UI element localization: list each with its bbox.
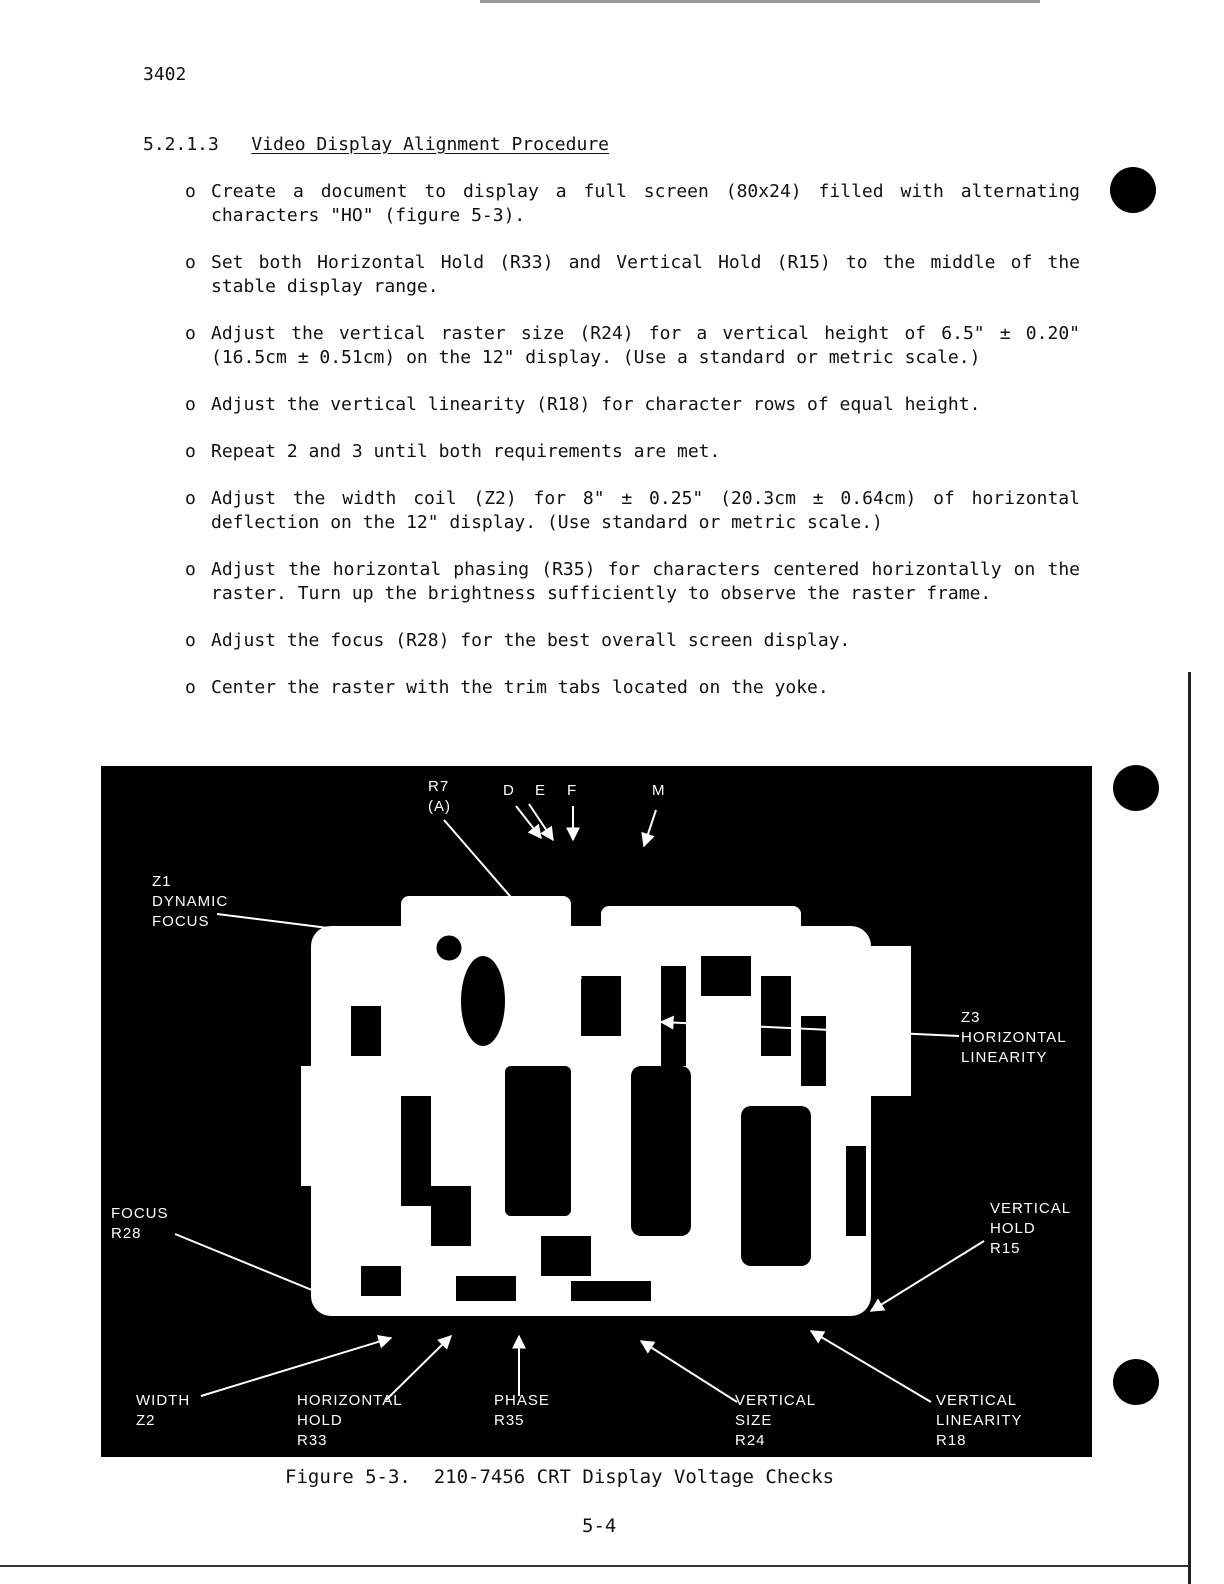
step-text: Adjust the horizontal phasing (R35) for characters centered horizontally on the raster. Turn up the brightness sufficiently to observe the raster frame. bbox=[211, 559, 1080, 604]
procedure-step bbox=[185, 251, 1080, 299]
procedure-step bbox=[185, 180, 1080, 228]
procedure-step bbox=[185, 440, 1080, 464]
section-number: 5.2.1.3 bbox=[143, 134, 219, 155]
step-text: Adjust the width coil (Z2) for 8" ± 0.25" (20.3cm ± 0.64cm) of horizontal deflection on the 12" display. (Use standard or metric scale.) bbox=[211, 488, 1080, 533]
step-bullet: o bbox=[185, 394, 196, 415]
step-bullet: o bbox=[185, 441, 196, 462]
callout-e: E bbox=[535, 782, 547, 799]
step-text: Create a document to display a full screen (80x24) filled with alternating characters "HO" (figure 5-3). bbox=[211, 181, 1080, 226]
document-number: 3402 bbox=[143, 64, 187, 85]
callout-r7: R7 (A) bbox=[428, 778, 451, 815]
procedure-step bbox=[185, 676, 1080, 700]
callout-phase-r35: PHASE R35 bbox=[494, 1392, 550, 1429]
step-bullet: o bbox=[185, 559, 196, 580]
step-bullet: o bbox=[185, 488, 196, 509]
binder-hole-top bbox=[1110, 167, 1156, 213]
callout-vertical-linearity-r18: VERTICAL LINEARITY R18 bbox=[936, 1392, 1023, 1449]
step-bullet: o bbox=[185, 630, 196, 651]
board-silhouette bbox=[301, 896, 911, 1316]
callout-focus-r28: FOCUS R28 bbox=[111, 1205, 169, 1242]
page-bottom-rule bbox=[0, 1565, 1188, 1567]
scan-edge-rule bbox=[480, 0, 1040, 3]
step-text: Repeat 2 and 3 until both requirements are met. bbox=[211, 441, 721, 462]
procedure-step bbox=[185, 322, 1080, 370]
procedure-step bbox=[185, 487, 1080, 535]
procedure-steps bbox=[185, 180, 1080, 723]
callout-m: M bbox=[652, 782, 666, 799]
board-illustration bbox=[101, 766, 1092, 1457]
step-bullet: o bbox=[185, 323, 196, 344]
circuit-board-photo bbox=[101, 766, 1092, 1457]
step-text: Adjust the vertical linearity (R18) for character rows of equal height. bbox=[211, 394, 981, 415]
callout-vertical-hold-r15: VERTICAL HOLD R15 bbox=[990, 1200, 1072, 1257]
callout-vertical-size-r24: VERTICAL SIZE R24 bbox=[735, 1392, 817, 1449]
procedure-step bbox=[185, 393, 1080, 417]
procedure-step bbox=[185, 558, 1080, 606]
binder-hole-bottom bbox=[1113, 1359, 1159, 1405]
procedure-step bbox=[185, 629, 1080, 653]
page-number: 5-4 bbox=[582, 1515, 617, 1537]
section-heading bbox=[143, 134, 609, 155]
callout-d: D bbox=[503, 782, 515, 799]
callout-z3-horizontal-linearity: Z3 HORIZONTAL LINEARITY bbox=[961, 1009, 1067, 1066]
callout-horizontal-hold-r33: HORIZONTAL HOLD R33 bbox=[297, 1392, 403, 1449]
callout-f: F bbox=[567, 782, 578, 799]
step-text: Adjust the focus (R28) for the best overall screen display. bbox=[211, 630, 851, 651]
callout-z1-dynamic-focus: Z1 DYNAMIC FOCUS bbox=[152, 873, 229, 930]
step-text: Adjust the vertical raster size (R24) for a vertical height of 6.5" ± 0.20" (16.5cm ± 0.51cm) on the 12" display. (Use a standard or metric scale.) bbox=[211, 323, 1080, 368]
section-title: Video Display Alignment Procedure bbox=[251, 134, 609, 155]
step-text: Set both Horizontal Hold (R33) and Vertical Hold (R15) to the middle of the stable display range. bbox=[211, 252, 1080, 297]
binder-hole-middle bbox=[1113, 765, 1159, 811]
callout-width-z2: WIDTH Z2 bbox=[136, 1392, 191, 1429]
step-bullet: o bbox=[185, 181, 196, 202]
page-edge-rule bbox=[1188, 672, 1191, 1584]
step-bullet: o bbox=[185, 677, 196, 698]
step-bullet: o bbox=[185, 252, 196, 273]
step-text: Center the raster with the trim tabs located on the yoke. bbox=[211, 677, 829, 698]
figure-caption: Figure 5-3. 210-7456 CRT Display Voltage Checks bbox=[285, 1466, 835, 1488]
